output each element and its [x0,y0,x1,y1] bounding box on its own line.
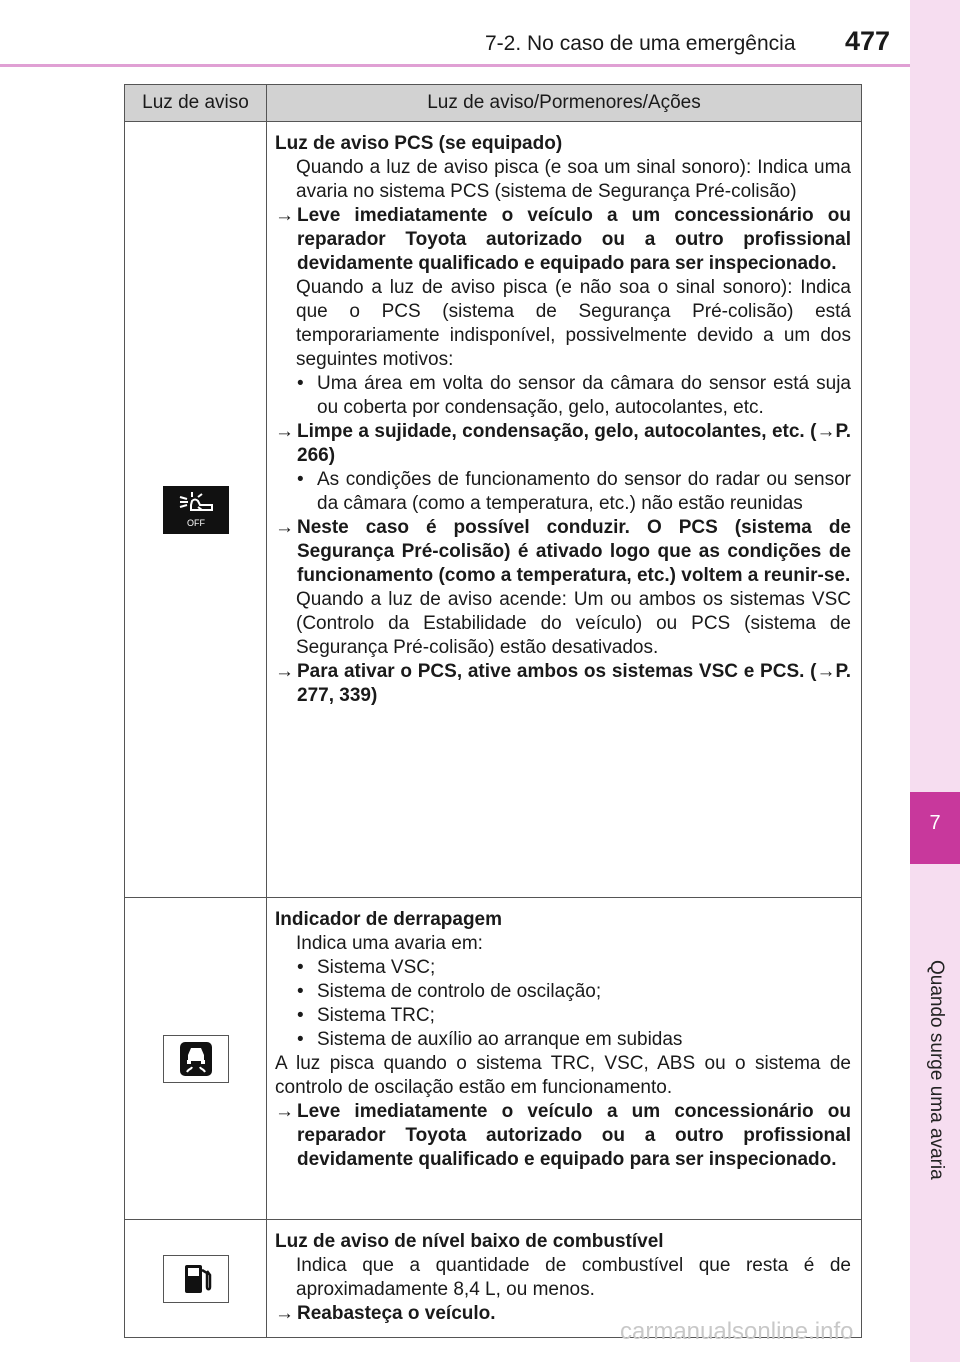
bullet-icon: • [297,1005,304,1026]
action-line: → Limpe a sujidade, condensação, gelo, autocolantes, etc. (→P. 266) [275,421,851,466]
row-title: Indicador de derrapagem [275,909,503,930]
row-title: Luz de aviso de nível baixo de combustível [275,1231,664,1252]
bullet-item: • Sistema de controlo de oscilação; [297,981,602,1002]
section-title: 7-2. No caso de uma emergência [485,32,796,55]
chapter-title: Quando surge uma avaria [926,960,947,1180]
action-line: → Reabasteça o veículo. [275,1303,496,1324]
warning-light-table [124,84,862,1338]
bullet-item: • Sistema VSC; [297,957,436,978]
page-reference-link[interactable]: P. 277, 339) [297,661,851,706]
column-header-warning-light: Luz de aviso [125,85,267,122]
bullet-icon: • [297,981,304,1002]
arrow-icon: → [275,1101,294,1122]
arrow-icon: → [275,661,294,682]
side-tab-top [910,0,960,792]
arrow-icon: → [816,661,836,682]
arrow-icon: → [816,421,836,442]
skid-indicator-icon [163,1035,229,1083]
icon-cell [125,122,267,898]
arrow-icon: → [275,421,294,442]
text-line: Indica que a quantidade de combustível que resta é de aproximadamente 8,4 L, ou menos. [296,1255,851,1300]
bullet-item: • As condições de funcionamento do sensor do radar ou sensor da câmara (como a temperatura, etc.) não estão reunidas [297,469,851,514]
action-line: → Leve imediatamente o veículo a um concessionário ou reparador Toyota autorizado ou a outro profissional devidamente qualificado e equipado para ser inspecionado. [275,1101,851,1170]
bullet-icon: • [297,957,304,978]
text-line: Quando a luz de aviso pisca (e não soa o sinal sonoro): Indica que o PCS (sistema de Segurança Pré-colisão) está temporariamente indisponível, possivelmente devido a um dos seguintes motivos: [296,277,851,370]
text-line: Quando a luz de aviso pisca (e soa um sinal sonoro): Indica uma avaria no sistema PCS (sistema de Segurança Pré-colisão) [296,157,851,202]
table-row [125,898,862,1220]
watermark-text: carmanualsonline.info [620,1318,854,1345]
arrow-icon: → [275,1303,294,1324]
description-cell [267,122,862,898]
bullet-item: • Uma área em volta do sensor da câmara do sensor está suja ou coberta por condensação, gelo, autocolantes, etc. [297,373,851,418]
bullet-icon: • [297,1029,304,1050]
bullet-icon: • [297,469,304,490]
pcs-off-label: OFF [186,517,205,528]
description-cell [267,898,862,1220]
chapter-number: 7 [929,812,941,834]
action-line: → Para ativar o PCS, ative ambos os sistemas VSC e PCS. (→P. 277, 339) [275,661,851,706]
bullet-icon: • [297,373,304,394]
arrow-icon: → [275,205,294,226]
text-line: Quando a luz de aviso acende: Um ou ambos os sistemas VSC (Controlo da Estabilidade do veículo) ou PCS (sistema de Segurança Pré-colisão) estão desativados. [296,589,851,658]
icon-cell [125,898,267,1220]
table-row [125,122,862,898]
bullet-item: • Sistema de auxílio ao arranque em subidas [297,1029,683,1050]
arrow-icon: → [275,517,294,538]
text-line: A luz pisca quando o sistema TRC, VSC, ABS ou o sistema de controlo de oscilação estão em funcionamento. [275,1053,851,1098]
pcs-off-warning-icon [163,486,229,534]
action-line: → Leve imediatamente o veículo a um concessionário ou reparador Toyota autorizado ou a outro profissional devidamente qualificado e equipado para ser inspecionado. [275,205,851,274]
text-line: Indica uma avaria em: [296,933,483,954]
column-header-details: Luz de aviso/Pormenores/Ações [267,85,862,122]
action-line: → Neste caso é possível conduzir. O PCS (sistema de Segurança Pré-colisão) é ativado logo que as condições de funcionamento (como a temperatura, etc.) voltem a reunir-se. [275,517,851,586]
bullet-item: • Sistema TRC; [297,1005,435,1026]
row-title: Luz de aviso PCS (se equipado) [275,133,563,154]
icon-cell [125,1220,267,1338]
page-reference-link[interactable]: P. 266) [297,421,851,466]
header-divider [0,64,910,67]
page-number: 477 [845,26,891,56]
fuel-pump-icon [163,1255,229,1303]
table-header-row [125,85,862,122]
